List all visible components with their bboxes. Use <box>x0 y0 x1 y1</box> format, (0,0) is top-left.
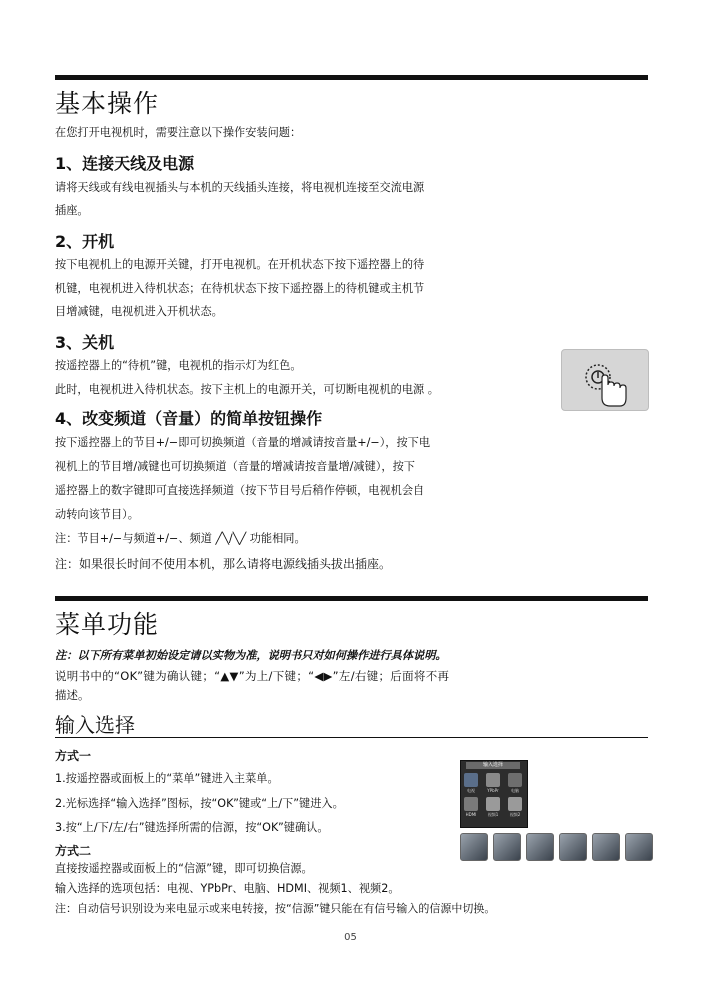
subsection-title-input-select: 输入选择 <box>55 713 135 737</box>
section-title-basic-operation: 基本操作 <box>55 89 160 118</box>
text-line: 插座。 <box>55 204 89 217</box>
note-unplug: 注：如果很长时间不使用本机，那么请将电源线插头拔出插座。 <box>55 557 392 571</box>
picture-icon <box>493 833 521 861</box>
text-line: 请将天线或有线电视插头与本机的天线插头连接，将电视机连接至交流电源 <box>55 181 425 194</box>
menu-label: 视频1 <box>487 812 499 817</box>
text-line: 注：节目+/−与频道+/−、频道 ╱╲/╲╱ 功能相同。 <box>55 532 306 545</box>
page-number: 05 <box>344 932 357 943</box>
section-rule <box>55 596 648 601</box>
text-line: 此时，电视机进入待机状态。按下主机上的电源开关，可切断电视机的电源 。 <box>55 383 439 396</box>
tv-source-icon <box>464 773 478 787</box>
text-line: 按下电视机上的电源开关键，打开电视机。在开机状态下按下遥控器上的待 <box>55 258 425 271</box>
text-line: 遥控器上的数字键即可直接选择频道（按下节目号后稍作停顿，电视机会自 <box>55 484 425 497</box>
menu-mock-title: 输入选择 <box>466 762 520 769</box>
text-line: 按下遥控器上的节目+/−即可切换频道（音量的增减请按音量+/−），按下电 <box>55 436 431 449</box>
av2-source-icon <box>508 797 522 811</box>
text-line: 目增减键，电视机进入开机状态。 <box>55 305 223 318</box>
method2-line: 直接按遥控器或面板上的“信源”键，即可切换信源。 <box>55 862 313 875</box>
sound-icon <box>526 833 554 861</box>
setting-icon <box>592 833 620 861</box>
hdmi-source-icon <box>464 797 478 811</box>
heading-power-off: 3、关机 <box>55 333 115 352</box>
pc-source-icon <box>508 773 522 787</box>
menu-label: 视频2 <box>509 812 521 817</box>
menu-label: YPbPr <box>487 788 499 793</box>
heading-power-on: 2、开机 <box>55 232 115 251</box>
subsection-rule <box>55 737 648 738</box>
menu-label: 电视 <box>467 788 475 793</box>
power-button-press-icon <box>561 349 649 411</box>
text-line: 视机上的节目增/减键也可切换频道（音量的增减请按音量增/减键），按下 <box>55 460 415 473</box>
section-title-menu-function: 菜单功能 <box>55 610 160 639</box>
intro-text: 在您打开电视机时，需要注意以下操作安装问题： <box>55 126 302 139</box>
method2-note: 注：自动信号识别设为来电显示或来电转接，按“信源”键只能在有信号输入的信源中切换。 <box>55 902 496 915</box>
ypbpr-source-icon <box>486 773 500 787</box>
method2-line: 输入选择的选项包括：电视、YPbPr、电脑、HDMI、视频1、视频2。 <box>55 882 400 895</box>
search-icon <box>625 833 653 861</box>
italic-note: 注：以下所有菜单初始设定请以实物为准，说明书只对如何操作进行具体说明。 <box>55 649 447 662</box>
key-desc-line2: 描述。 <box>55 688 90 702</box>
source-icon <box>460 833 488 861</box>
menu-label: HDMI <box>465 812 477 817</box>
text-line: 动转向该节目）。 <box>55 508 139 521</box>
menu-label: 电脑 <box>511 788 519 793</box>
method1-line: 1.按遥控器或面板上的“菜单”键进入主菜单。 <box>55 772 279 785</box>
method2-title: 方式二 <box>55 844 92 858</box>
timer-icon <box>559 833 587 861</box>
av1-source-icon <box>486 797 500 811</box>
top-rule <box>55 75 648 80</box>
heading-connect-antenna: 1、连接天线及电源 <box>55 154 195 173</box>
text-line: 按遥控器上的“待机”键，电视机的指示灯为红色。 <box>55 359 302 372</box>
text-line: 机键，电视机进入待机状态；在待机状态下按下遥控器上的待机键或主机节 <box>55 282 425 295</box>
method1-line: 3.按“上/下/左/右”键选择所需的信源，按“OK”键确认。 <box>55 821 329 834</box>
method1-line: 2.光标选择“输入选择”图标，按“OK”键或“上/下”键进入。 <box>55 797 344 810</box>
method1-title: 方式一 <box>55 749 92 763</box>
key-desc-line1: 说明书中的“OK”键为确认键；“▲▼”为上/下键；“◀▶”左/右键；后面将不再 <box>55 669 450 683</box>
heading-change-channel: 4、改变频道（音量）的简单按钮操作 <box>55 409 323 428</box>
